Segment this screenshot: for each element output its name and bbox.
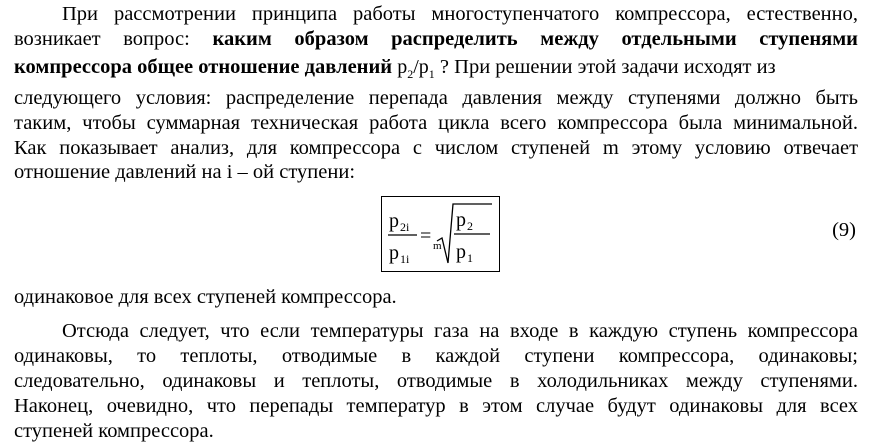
formula-den-p: p	[389, 242, 399, 264]
p-symbol-2: p	[418, 56, 429, 78]
pressure-ratio-inline	[397, 56, 435, 81]
after-formula-line: одинаковое для всех ступеней компрессора.	[14, 286, 397, 308]
formula-root-num-p: p	[456, 209, 466, 231]
equation-number: (9)	[832, 219, 856, 241]
p1-line-7-a: отношение давлений на	[14, 161, 222, 183]
formula-num-p: p	[389, 210, 399, 232]
p1-line-7-b: – ой ступени:	[237, 161, 356, 183]
p1-bold-question-2: компрессора общее отношение давлений	[14, 56, 393, 78]
p1-line-2-text: возникает вопрос:	[14, 28, 213, 50]
p-sub-1: 1	[428, 67, 435, 81]
p1-line-3-tail: ? При решении этой задачи исходят из	[439, 56, 776, 78]
p2-line-2: одинаковы, то теплоты, отводимые в каждой ступени компрессора, одинаковы;	[14, 345, 858, 367]
p2-line-3: следовательно, одинаковы и теплоты, отводимые в холодильниках между ступенями.	[14, 370, 858, 392]
p1-line-7	[14, 160, 858, 184]
p1-line-4: следующего условия: распределение перепада давления между ступенями должно быть	[14, 87, 858, 109]
formula-box	[381, 196, 500, 272]
p1-line-6-a: Как показывает анализ, для компрессора с числом ступеней	[14, 137, 591, 159]
i-symbol: i	[226, 161, 233, 183]
p-sub-2: 2	[407, 67, 414, 81]
formula-root-den-p: p	[456, 241, 466, 263]
formula-den-sub: 1i	[400, 252, 410, 266]
p1-bold-question-1: каким образом распределить между отдельными ступенями	[212, 28, 858, 50]
formula-root-index: m	[433, 240, 442, 252]
formula-root-den-sub: 1	[467, 251, 473, 265]
formula-svg	[382, 197, 499, 271]
p1-line-3	[14, 55, 858, 81]
slash: /	[413, 56, 419, 78]
formula-equals: =	[420, 225, 432, 247]
p1-line-1: При рассмотрении принципа работы многоступенчатого компрессора, естественно,	[62, 3, 858, 25]
p2-line-5: ступеней компрессора.	[14, 420, 214, 442]
p-symbol: p	[397, 56, 408, 78]
p2-line-4: Наконец, очевидно, что перепады температур в этом случае будут одинаковы для всех	[14, 395, 858, 417]
p1-line-6	[14, 136, 858, 160]
p1-line-6-b: этому условию отвечает	[631, 137, 859, 159]
p1-line-2	[14, 27, 858, 51]
formula-root-num-sub: 2	[467, 219, 473, 233]
formula-num-sub: 2i	[400, 220, 410, 234]
m-symbol: m	[602, 137, 619, 159]
p1-line-5: таким, чтобы суммарная техническая работа цикла всего компрессора была минимальной.	[14, 112, 858, 134]
p2-line-1: Отсюда следует, что если температуры газа на входе в каждую ступень компрессора	[62, 320, 858, 342]
